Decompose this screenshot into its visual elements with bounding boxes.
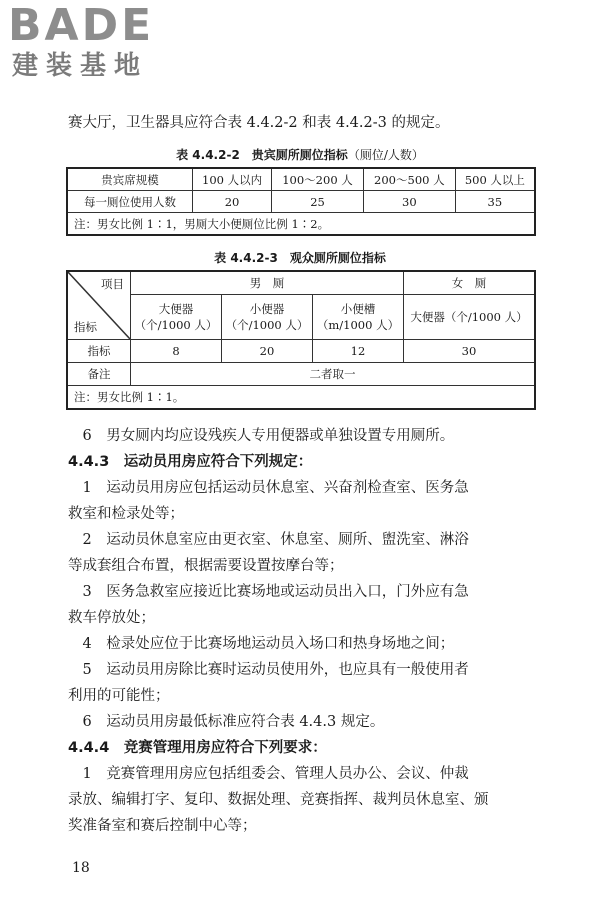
table2-caption: 表 4.4.2-3 观众厕所厕位指标	[214, 251, 386, 265]
table-cell: 100 人以内	[193, 168, 272, 191]
logo-chinese: 建装基地	[12, 51, 149, 81]
table-cell: 小便槽（m/1000 人）	[313, 295, 404, 340]
table-cell: 大便器（个/1000 人）	[404, 295, 536, 340]
table-row	[67, 386, 535, 410]
logo-wordmark: BADE	[8, 0, 155, 51]
table-row	[67, 168, 535, 191]
table-cell: 备注	[67, 363, 131, 386]
text-line: 5 运动员用房除比赛时运动员使用外，也应具有一般使用者	[68, 662, 469, 678]
corner-top-label: 项目	[101, 277, 124, 291]
table-note: 注：男女比例 1∶1，男厕大小便厕位比例 1∶2。	[67, 213, 535, 236]
table-cell: 每一厕位使用人数	[67, 191, 193, 213]
table-cell: 30	[404, 340, 536, 363]
text-line: 奖准备室和赛后控制中心等；	[68, 818, 257, 834]
table-row	[67, 363, 535, 386]
table-row	[67, 213, 535, 236]
text-line: 利用的可能性；	[68, 688, 170, 704]
corner-bottom-label: 指标	[74, 320, 97, 334]
table-cell: 二者取一	[131, 363, 536, 386]
section-heading: 4.4.3 运动员用房应符合下列规定：	[68, 454, 313, 470]
table1-caption	[0, 146, 600, 163]
intro-paragraph: 赛大厅，卫生器具应符合表 4.4.2-2 和表 4.4.2-3 的规定。	[68, 115, 450, 131]
text-line: 救车停放处；	[68, 610, 155, 626]
table-cell: 20	[222, 340, 313, 363]
diagonal-header-cell	[67, 271, 131, 340]
text-line: 1 运动员用房应包括运动员休息室、兴奋剂检查室、医务急	[68, 480, 469, 496]
text-line: 4 检录处应位于比赛场地运动员入场口和热身场地之间；	[68, 636, 455, 652]
table-cell: 100～200 人	[272, 168, 364, 191]
text-line: 6 运动员用房最低标准应符合表 4.4.3 规定。	[68, 714, 385, 730]
table-cell: 500 人以上	[455, 168, 535, 191]
text-line: 等成套组合布置，根据需要设置按摩台等；	[68, 558, 344, 574]
female-header: 女 厕	[404, 271, 536, 295]
table-cell: 小便器（个/1000 人）	[222, 295, 313, 340]
text-line: 2 运动员休息室应由更衣室、休息室、厕所、盥洗室、淋浴	[68, 532, 469, 548]
text-line: 3 医务急救室应接近比赛场地或运动员出入口，门外应有急	[68, 584, 469, 600]
table-row	[67, 191, 535, 213]
table-cell: 贵宾席规模	[67, 168, 193, 191]
table-cell: 30	[363, 191, 455, 213]
page-number: 18	[72, 860, 90, 876]
table-cell: 12	[313, 340, 404, 363]
table-cell: 大便器（个/1000 人）	[131, 295, 222, 340]
table-note: 注：男女比例 1∶1。	[67, 386, 535, 410]
table-row	[67, 295, 535, 340]
male-header: 男 厕	[131, 271, 404, 295]
vip-toilet-table	[66, 167, 536, 236]
table-cell: 20	[193, 191, 272, 213]
text-line: 1 竞赛管理用房应包括组委会、管理人员办公、会议、仲裁	[68, 766, 469, 782]
table1-title: 表 4.4.2-2 贵宾厕所厕位指标	[176, 148, 348, 162]
table-cell: 200～500 人	[363, 168, 455, 191]
table-cell: 8	[131, 340, 222, 363]
section-heading: 4.4.4 竞赛管理用房应符合下列要求：	[68, 740, 327, 756]
table1-unit: （厕位/人数）	[347, 148, 424, 162]
logo	[8, 2, 178, 88]
text-line: 录放、编辑打字、复印、数据处理、竞赛指挥、裁判员休息室、颁	[68, 792, 489, 808]
table-row	[67, 340, 535, 363]
table-cell: 35	[455, 191, 535, 213]
audience-toilet-table	[66, 270, 536, 410]
table-cell: 指标	[67, 340, 131, 363]
text-line: 救室和检录处等；	[68, 506, 184, 522]
table-row	[67, 271, 535, 295]
text-line: 6 男女厕内均应设残疾人专用便器或单独设置专用厕所。	[68, 428, 455, 444]
table-cell: 25	[272, 191, 364, 213]
